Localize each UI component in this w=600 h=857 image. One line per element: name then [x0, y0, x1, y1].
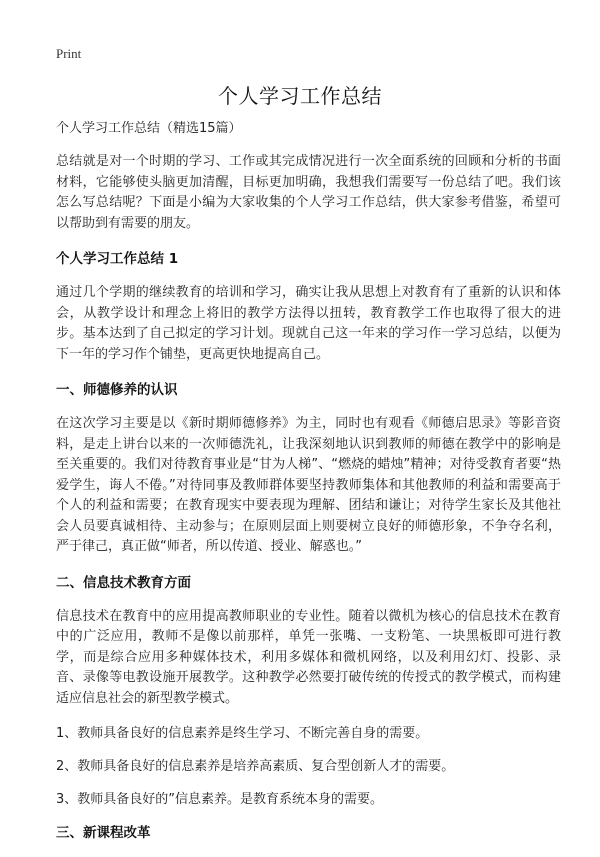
- list-item: 1、教师具备良好的信息素养是终生学习、不断完善自身的需要。: [56, 726, 429, 741]
- section-ethics-paragraph: 在这次学习主要是以《新时期师德修养》为主，同时也有观看《师德启思录》等影音资料，是走上讲台以来的一次师德洗礼，让我深刻地认识到教师的师德在教学中的影响是至关重要的。我们对待教育事业是“甘为人梯”、“燃烧的蜡烛”精神；对待受教育者要“热爱学生，诲人不倦。”对待同事及教师群体要坚持教师集体和其他教师的利益和需要高于个人的利益和需要；在教育现实中要表现为理解、团结和谦让；对待学生家长及其他社会人员要真诚相待、主动参与；在原则层面上则要树立良好的师德形象，不争夺名利，严于律己，真正做“师者，所以传道、授业、解惑也。”: [56, 416, 561, 554]
- article-intro-paragraph: 通过几个学期的继续教育的培训和学习，确实让我从思想上对教育有了重新的认识和体会，从教学设计和理念上将旧的教学方法得以扭转，教育教学工作也取得了很大的进步。基本达到了自己拟定的学习计划。现就自己这一年来的学习作一学习总结，以便为下一年的学习作个铺垫，更高更快地提高自己。: [56, 285, 561, 362]
- document-subtitle: 个人学习工作总结（精选15篇）: [56, 121, 242, 136]
- article-body: [56, 120, 561, 857]
- section-it-paragraph: 信息技术在教育中的应用提高教师职业的专业性。随着以微机为核心的信息技术在教育中的广泛应用，教师不是像以前那样，单凭一张嘴、一支粉笔、一块黑板即可进行教学，而是综合应用多种媒体技术，利用多媒体和微机网络，以及利用幻灯、投影、录音、录像等电教设施开展教学。这种教学必然要打破传统的传授式的教学模式，而构建适应信息社会的新型教学模式。: [56, 608, 561, 706]
- section-heading-curriculum-reform: 三、新课程改革: [56, 825, 151, 841]
- print-link[interactable]: Print: [56, 46, 82, 61]
- page-title: 个人学习工作总结: [218, 84, 382, 108]
- section-heading-it-education: 二、信息技术教育方面: [56, 574, 191, 591]
- intro-paragraph: 总结就是对一个时期的学习、工作或其完成情况进行一次全面系统的回顾和分析的书面材料，它能够使头脑更加清醒，目标更加明确，我想我们需要写一份总结了吧。我们该怎么写总结呢？下面是小编为大家收集的个人学习工作总结，供大家参考借鉴，希望可以帮助到有需要的朋友。: [56, 154, 561, 231]
- list-item: 3、教师具备良好的”信息素养。是教育系统本身的需要。: [56, 792, 384, 807]
- article-heading: 个人学习工作总结 1: [56, 251, 179, 267]
- list-item: 2、教师具备良好的信息素养是培养高素质、复合型创新人才的需要。: [56, 759, 455, 774]
- section-heading-ethics: 一、师德修养的认识: [56, 382, 178, 398]
